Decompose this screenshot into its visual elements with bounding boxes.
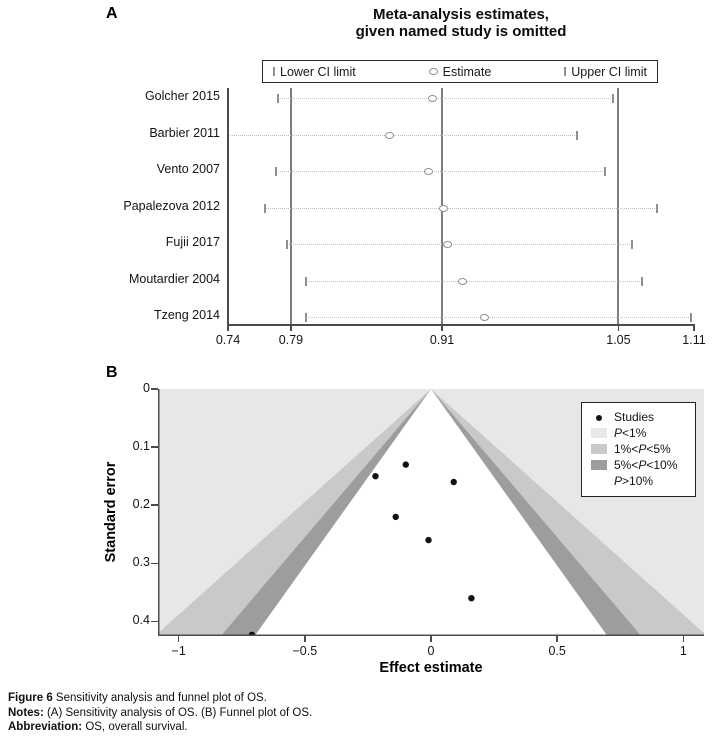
y-tick-label: 0 [143, 381, 150, 395]
funnel-legend-item [591, 425, 689, 441]
x-tick-label: 1 [679, 644, 687, 658]
caption-notes-line [8, 706, 312, 721]
x-tick-label: 0.91 [429, 333, 455, 347]
reference-line [617, 88, 619, 324]
lower-ci-tick [305, 277, 307, 286]
legend-item-estimate [429, 65, 492, 79]
x-axis-tick [178, 636, 180, 642]
upper-ci-tick [576, 131, 578, 140]
upper-ci-tick [656, 204, 658, 213]
legend-item-lower-ci [273, 65, 356, 79]
ci-line [306, 281, 642, 282]
y-axis-tick [151, 388, 158, 390]
funnel-legend-item [591, 409, 689, 425]
caption-figure-bold: Figure 6 [8, 692, 53, 704]
medium-gray-swatch-icon [591, 444, 607, 454]
ci-line [276, 171, 605, 172]
blank-swatch [591, 476, 607, 486]
caption-abbreviation-text: OS, overall survival. [82, 721, 188, 733]
lower-ci-tick [277, 94, 279, 103]
x-axis-tick [693, 326, 695, 331]
study-point [451, 479, 457, 485]
studies-dot-icon [591, 410, 607, 424]
study-label: Moutardier 2004 [128, 271, 220, 286]
y-axis-tick [151, 563, 158, 565]
x-tick-label: 1.05 [606, 333, 631, 347]
study-point [372, 473, 378, 479]
study-point [403, 461, 409, 467]
x-axis-tick [290, 326, 292, 331]
legend-estimate-label: Estimate [442, 64, 492, 79]
estimate-circle-icon [429, 68, 438, 75]
light-gray-swatch-icon [591, 428, 607, 438]
study-point [393, 514, 399, 520]
estimate-marker [385, 132, 394, 139]
study-label: Barbier 2011 [149, 125, 220, 140]
lower-ci-tick [275, 167, 277, 176]
x-tick-label: 0.5 [548, 644, 566, 658]
upper-ci-tick [631, 240, 633, 249]
y-axis-tick [151, 446, 158, 448]
ci-line [278, 98, 613, 99]
x-axis-tick [227, 326, 229, 331]
panel-a-title [228, 6, 694, 40]
funnel-legend-label: 1%<P<5% [614, 442, 671, 456]
funnel-x-axis-label: Effect estimate [379, 660, 483, 676]
panel-a-title-line2: given named study is omitted [355, 23, 567, 40]
x-axis-tick [430, 636, 432, 642]
funnel-legend-item [591, 473, 689, 489]
study-label: Vento 2007 [156, 162, 220, 176]
figure-caption [8, 691, 312, 735]
funnel-y-axis-label: Standard error [103, 461, 119, 563]
upper-ci-tick [604, 167, 606, 176]
x-axis-tick [556, 636, 558, 642]
study-point [425, 537, 431, 543]
y-tick-label: 0.1 [132, 439, 150, 454]
lower-ci-tick [286, 240, 288, 249]
x-tick-label: 0.79 [278, 333, 304, 347]
x-tick-label: 0 [427, 644, 435, 658]
caption-notes-text: (A) Sensitivity analysis of OS. (B) Funnel plot of OS. [43, 706, 313, 719]
caption-figure-text: Sensitivity analysis and funnel plot of OS. [52, 692, 267, 704]
caption-figure-line [8, 691, 312, 706]
lower-ci-tick-icon [273, 67, 275, 76]
upper-ci-tick [612, 94, 614, 103]
funnel-legend [581, 402, 696, 497]
caption-abbreviation-bold: Abbreviation: [8, 721, 83, 733]
panel-b-label: B [106, 364, 118, 381]
funnel-legend-label: 5%<P<10% [614, 458, 678, 472]
dark-gray-swatch-icon [591, 460, 607, 470]
x-axis-tick [683, 636, 685, 642]
panel-a-label: A [106, 5, 118, 22]
ci-line [306, 317, 691, 318]
x-tick-label: −0.5 [292, 644, 318, 658]
study-label: Fujii 2017 [165, 235, 220, 249]
ci-line [287, 244, 632, 245]
x-axis-tick [304, 636, 306, 642]
funnel-legend-item [591, 441, 689, 457]
legend-item-upper-ci [564, 65, 647, 79]
panel-a-legend [262, 60, 658, 83]
legend-upper-label: Upper CI limit [571, 64, 647, 79]
funnel-legend-label: Studies [614, 410, 655, 424]
x-axis-tick [441, 326, 443, 331]
y-axis-tick [151, 621, 158, 623]
study-label: Tzeng 2014 [153, 308, 220, 322]
estimate-marker [480, 314, 489, 321]
sensitivity-chart [123, 88, 706, 347]
estimate-marker [443, 241, 452, 248]
funnel-legend-label: P>10% [614, 474, 654, 488]
lower-ci-tick [264, 204, 266, 213]
study-label: Papalezova 2012 [123, 198, 220, 213]
y-tick-label: 0.2 [132, 497, 150, 512]
x-tick-label: −1 [171, 644, 186, 658]
funnel-legend-label: P<1% [614, 426, 647, 440]
estimate-marker [458, 278, 467, 285]
reference-line [290, 88, 292, 324]
legend-lower-label: Lower CI limit [280, 64, 356, 79]
x-axis-line [227, 324, 695, 326]
upper-ci-tick-icon [564, 67, 566, 76]
y-axis-line [227, 88, 229, 327]
y-tick-label: 0.4 [132, 613, 150, 628]
upper-ci-tick [641, 277, 643, 286]
study-point [468, 595, 474, 601]
x-axis-tick [618, 326, 620, 331]
ci-line [228, 135, 577, 136]
caption-notes-bold: Notes: [8, 706, 44, 719]
funnel-legend-item [591, 457, 689, 473]
estimate-marker [424, 168, 433, 175]
estimate-marker [439, 205, 448, 212]
caption-abbreviation-line [8, 720, 312, 735]
y-tick-label: 0.3 [132, 555, 150, 570]
estimate-marker [428, 95, 437, 102]
panel-a-title-line1: Meta-analysis estimates, [373, 6, 549, 23]
ci-line [265, 208, 658, 209]
x-tick-label: 0.74 [215, 333, 241, 347]
y-axis-tick [151, 504, 158, 506]
study-label: Golcher 2015 [144, 89, 220, 103]
x-tick-label: 1.11 [682, 333, 706, 347]
lower-ci-tick [305, 313, 307, 322]
upper-ci-tick [690, 313, 692, 322]
